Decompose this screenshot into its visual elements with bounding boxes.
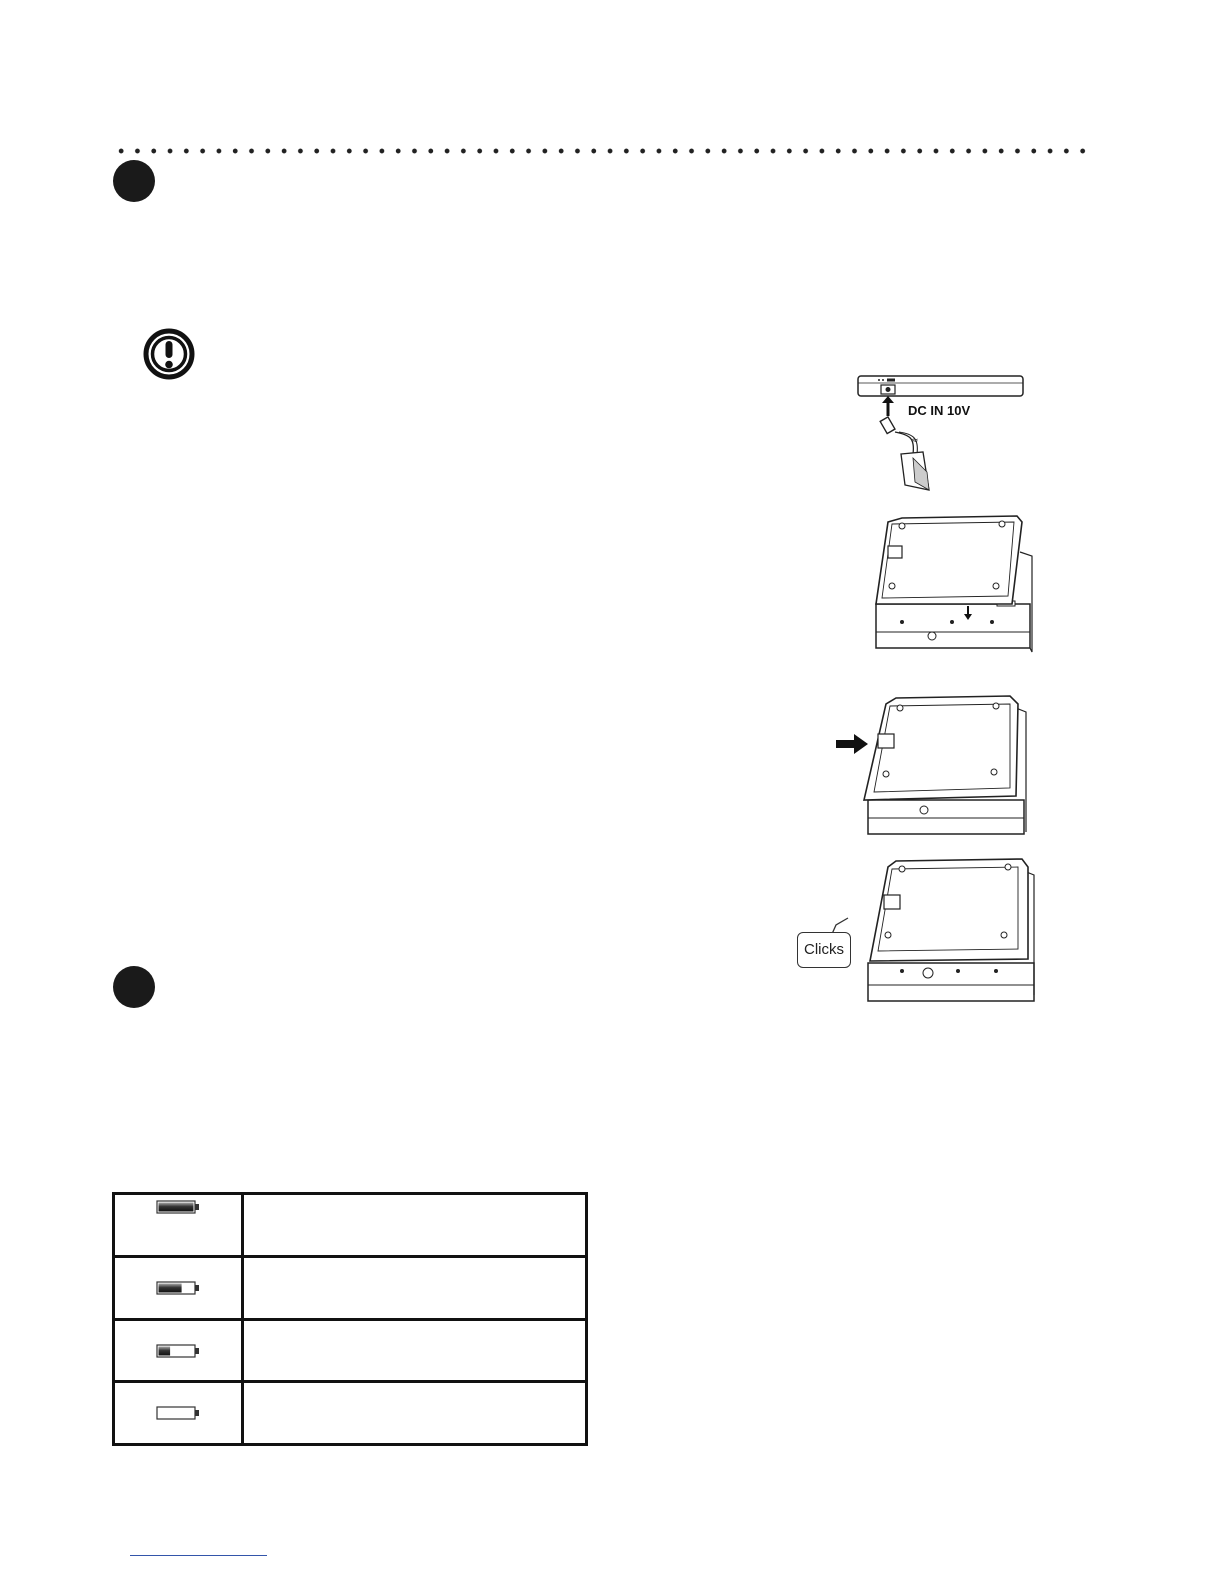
battery-description xyxy=(243,1319,587,1382)
dc-in-label: DC IN 10V xyxy=(908,403,971,418)
table-row xyxy=(114,1194,587,1257)
battery-two-thirds-icon xyxy=(156,1280,200,1296)
table-row xyxy=(114,1256,587,1319)
table-row xyxy=(114,1382,587,1445)
dc-power-illustration xyxy=(855,372,1030,497)
battery-empty-icon xyxy=(156,1405,200,1421)
table-row xyxy=(114,1319,587,1382)
battery-description xyxy=(243,1194,587,1257)
section-bullet-icon xyxy=(113,966,155,1008)
attach-step-3-illustration xyxy=(862,855,1040,1007)
svg-text:≈: ≈ xyxy=(911,436,919,446)
attach-step-1-illustration xyxy=(862,512,1040,660)
battery-icon-cell xyxy=(114,1319,243,1382)
battery-icon-cell xyxy=(114,1382,243,1445)
battery-one-third-icon xyxy=(156,1343,200,1359)
battery-icon-cell xyxy=(114,1256,243,1319)
battery-description xyxy=(243,1382,587,1445)
attach-step-2-illustration xyxy=(834,692,1040,840)
warning-icon xyxy=(143,328,195,380)
dotted-separator xyxy=(113,148,1091,154)
battery-icon-cell xyxy=(114,1194,243,1257)
battery-description xyxy=(243,1256,587,1319)
footer-link-underline[interactable] xyxy=(130,1555,267,1556)
battery-full-icon xyxy=(156,1199,200,1215)
clicks-callout: Clicks xyxy=(797,932,851,968)
section-bullet-icon xyxy=(113,160,155,202)
battery-level-table xyxy=(112,1192,588,1446)
